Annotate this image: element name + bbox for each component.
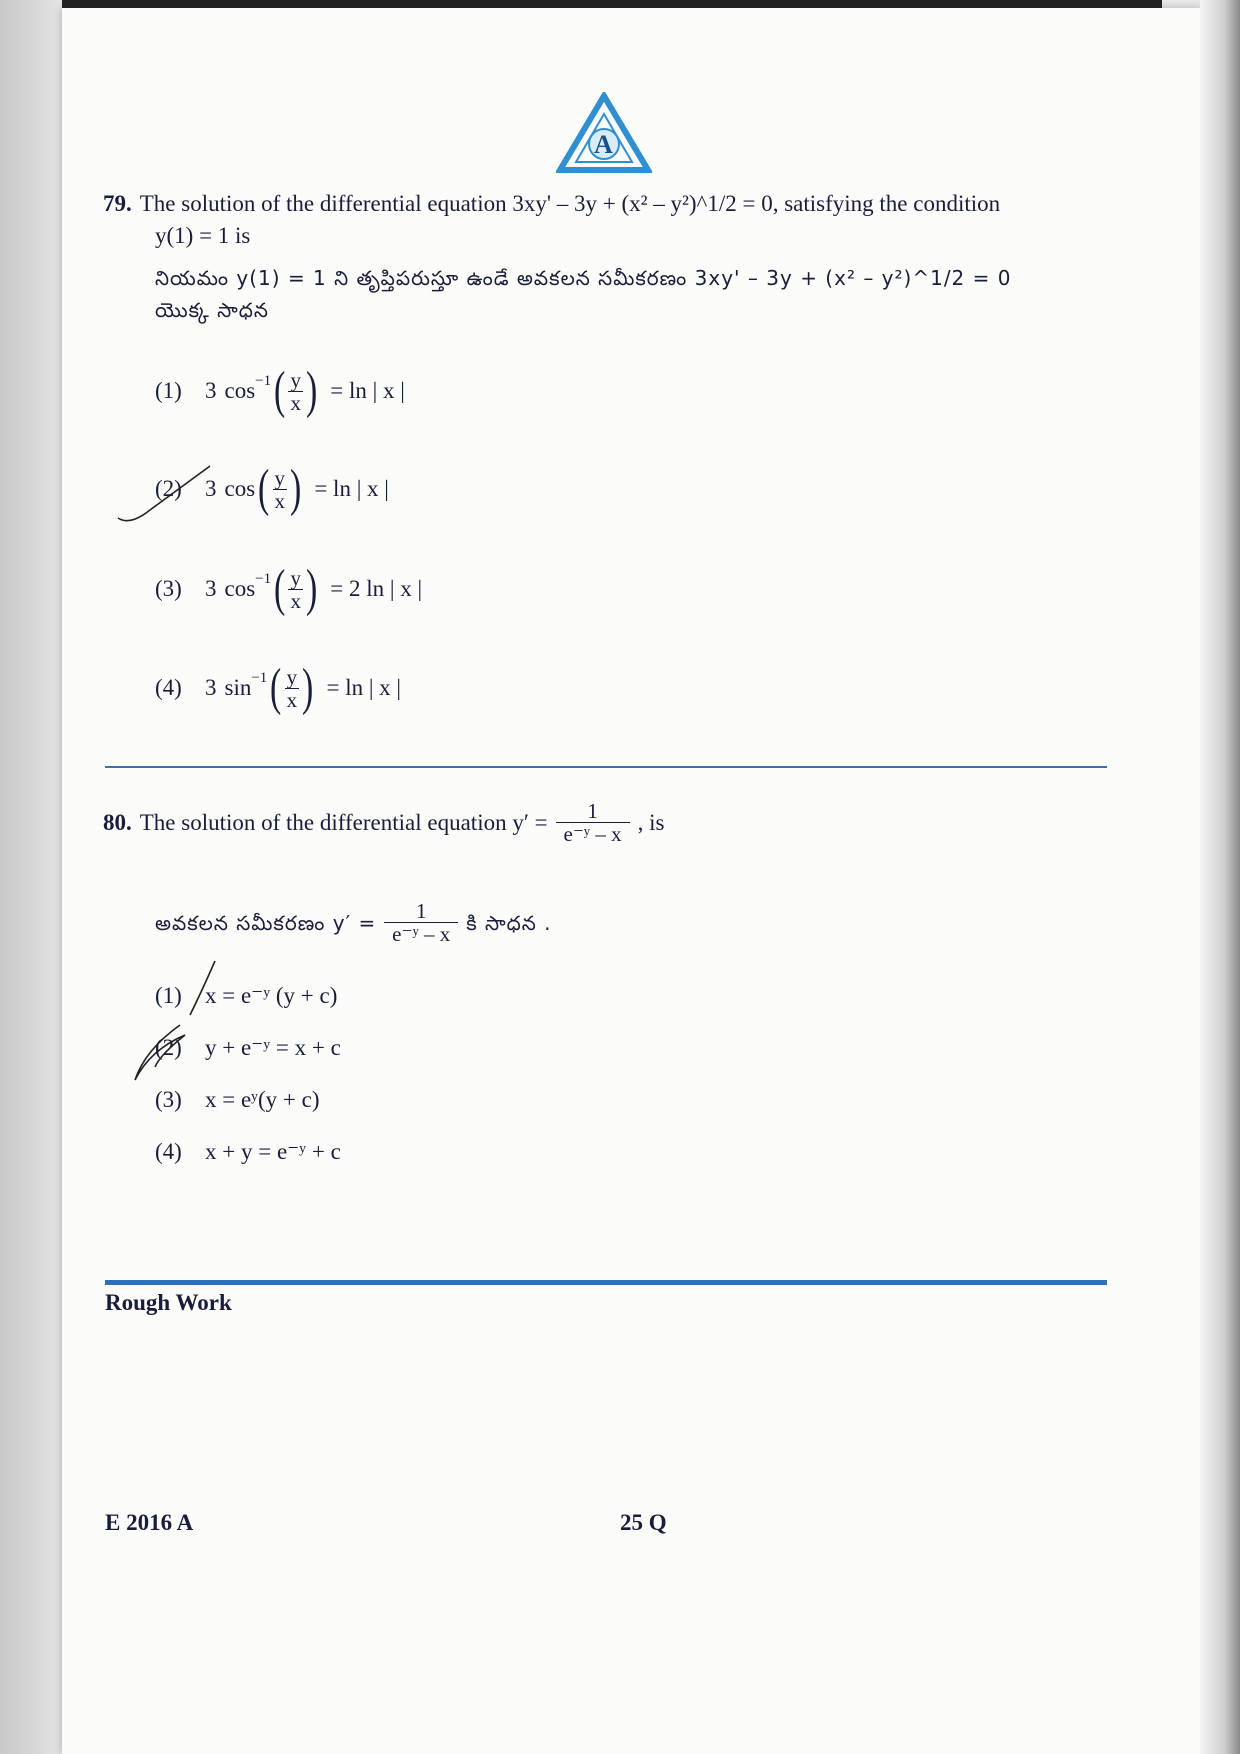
question-number: 79. [103,191,132,216]
q80-option-4 [155,1139,341,1165]
option-number: (4) [155,1139,182,1164]
q79-option-1 [155,362,405,419]
q79-option-3 [155,560,423,617]
fraction-numerator: y [290,565,301,590]
option-func: cos [224,576,256,601]
option-number: (1) [155,378,182,403]
option-coef: 3 [205,378,217,403]
question-80 [103,800,664,845]
rough-work-divider [105,1280,1107,1285]
fraction-denominator: x [286,687,298,712]
booklet-series-badge [556,92,652,174]
fraction-denominator: e⁻ʸ – x [563,822,622,846]
fraction-numerator: 1 [384,900,458,923]
telugu-prefix: అవకలన సమీకరణం y′ = [155,910,377,935]
option-sup: −1 [255,571,272,587]
option-number: (2) [155,1035,182,1060]
option-number: (4) [155,675,182,700]
question-number: 80. [103,809,132,835]
option-fraction: ( $\frac{y}{x}$ ) [274,560,318,617]
booklet-code: E 2016 A [105,1510,194,1535]
question-text: The solution of the differential equation y′ = [139,809,548,835]
fraction-numerator: y [290,367,301,392]
question-text-line1: The solution of the differential equation 3xy' – 3y + (x² – y²)^1/2 = 0, satisfying the condition [139,191,1001,216]
fraction-denominator: x [290,588,301,613]
question-telugu-line2: యొక్క సాధన [155,298,269,322]
option-func: cos [224,476,256,501]
fraction-numerator: 1 [556,800,630,823]
option-fraction: ( $\frac{y}{x}$ ) [274,362,318,419]
option-number: (3) [155,576,182,601]
telugu-suffix: కి సాధన . [466,910,552,935]
option-rhs: = ln | x | [330,378,405,403]
question-text-suffix: , is [637,809,665,835]
option-rhs: = ln | x | [326,675,402,700]
option-text: y + e⁻ʸ = x + c [205,1035,341,1060]
option-coef: 3 [205,476,217,501]
option-text: x = e⁻ʸ (y + c) [205,983,338,1008]
fraction-numerator: y [274,465,285,490]
q80-option-3 [155,1087,320,1113]
option-coef: 3 [205,576,217,601]
fraction-denominator: x [290,390,301,415]
rough-work-heading: Rough Work [105,1290,232,1315]
fraction-denominator: x [274,488,285,513]
question-text-line2: y(1) = 1 is [155,223,251,248]
telugu-fraction [384,900,458,945]
scan-left-margin [0,0,62,1754]
question-79 [103,188,1113,326]
option-fraction: ( $\frac{y}{x}$ ) [270,659,314,716]
option-rhs: = ln | x | [314,476,389,501]
divider [105,766,1107,768]
fraction-denominator: e⁻ʸ – x [392,922,451,946]
badge-letter: A [594,130,613,159]
option-func: sin [224,675,252,700]
option-number: (2) [155,476,182,501]
pencil-answer-mark [120,955,230,1085]
option-fraction: ( $\frac{y}{x}$ ) [258,460,302,517]
option-text: x = eʸ(y + c) [205,1087,320,1112]
question-80-telugu [155,900,552,945]
page-number: 25 Q [620,1510,667,1535]
question-telugu-line1: నియమం y(1) = 1 ని తృప్తిపరుస్తూ ఉండే అవకలన సమీకరణం 3xy' – 3y + (x² – y²)^1/2 = 0 [155,266,1012,290]
pencil-tick-mark [110,460,220,530]
option-number: (3) [155,1087,182,1112]
q79-option-4 [155,659,402,716]
question-fraction [556,800,630,845]
fraction-numerator: y [286,664,298,689]
option-text: x + y = e⁻ʸ + c [205,1139,341,1164]
scan-right-edge [1200,0,1240,1754]
option-number: (1) [155,983,182,1008]
option-coef: 3 [205,675,217,700]
option-func: cos [224,378,256,403]
option-sup: −1 [255,373,272,389]
option-sup: −1 [251,670,268,686]
option-rhs: = 2 ln | x | [330,576,423,601]
scan-top-edge [62,0,1162,8]
